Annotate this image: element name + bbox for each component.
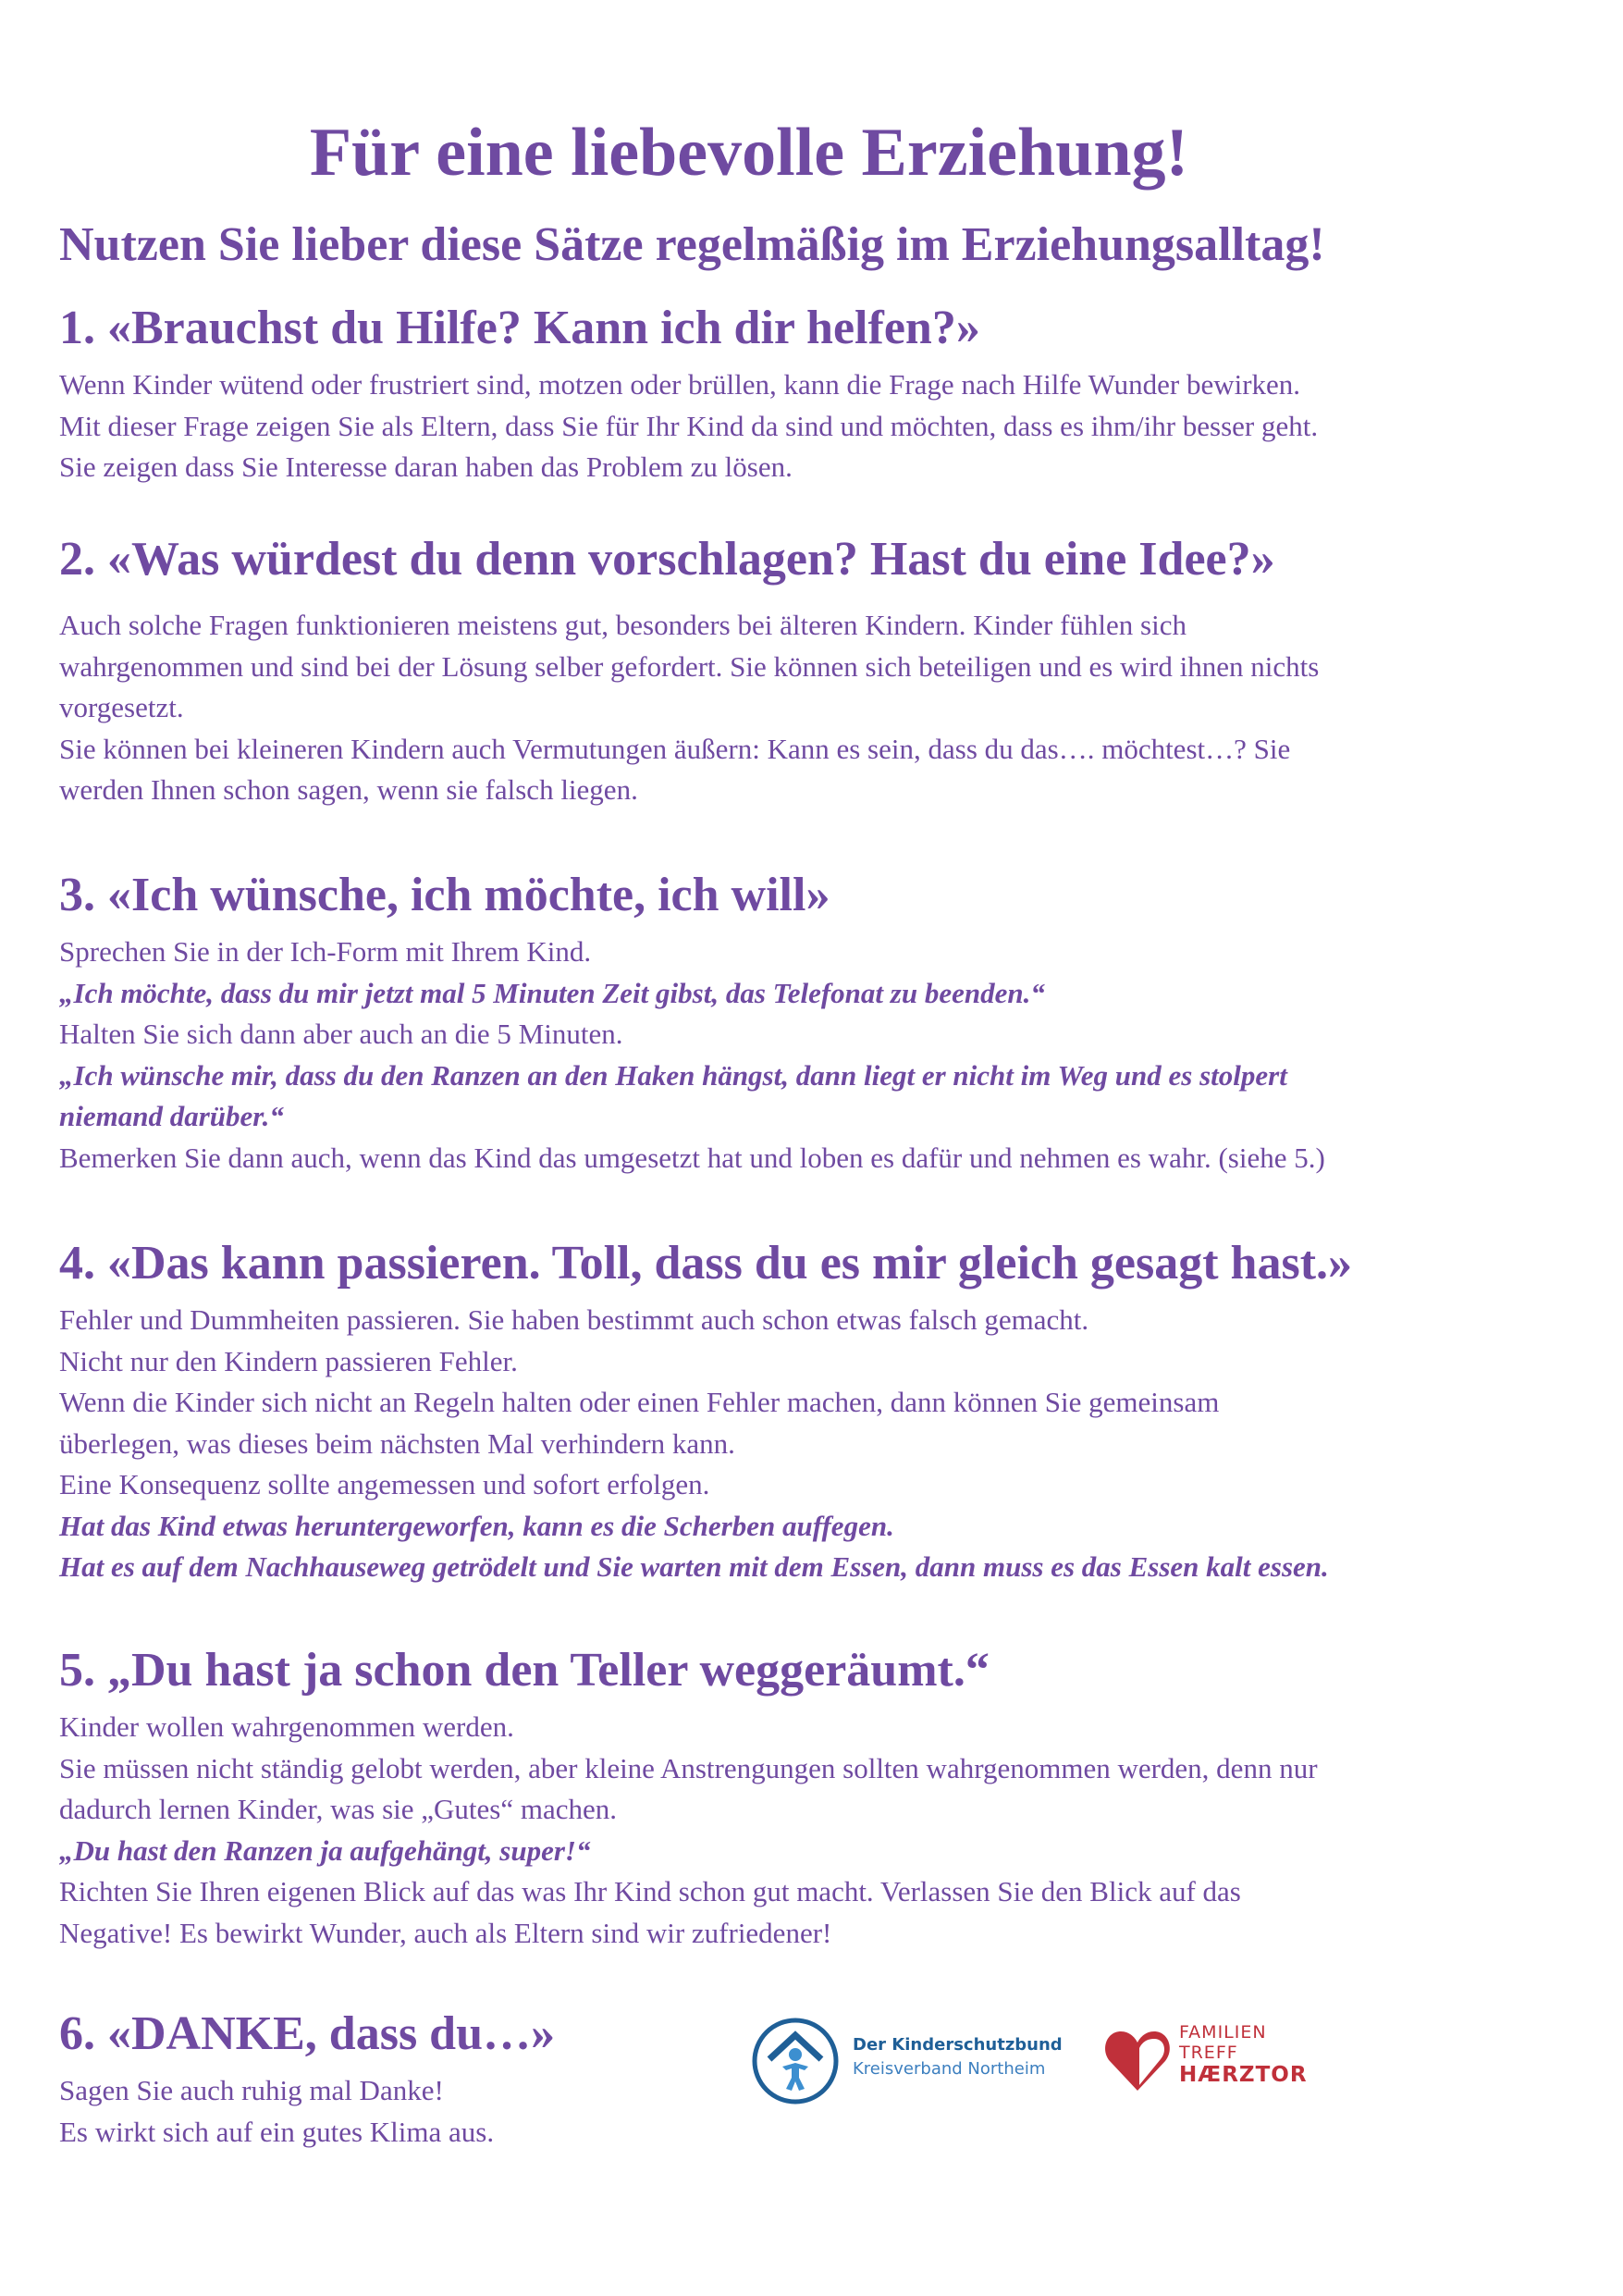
body-line: vorgesetzt. (59, 691, 184, 723)
familientreff-line1: FAMILIEN (1179, 2022, 1267, 2043)
section-heading: 3. «Ich wünsche, ich möchte, ich will» (59, 869, 830, 921)
example-quote: „Ich möchte, dass du mir jetzt mal 5 Minuten Zeit gibst, das Telefonat zu beenden.“ (59, 976, 1045, 1009)
section-1 (59, 298, 1502, 488)
section-heading: 1. «Brauchst du Hilfe? Kann ich dir helfen?» (59, 302, 980, 354)
body-line: Bemerken Sie dann auch, wenn das Kind das umgesetzt hat und loben es dafür und nehmen es wahr. (siehe 5.) (59, 1141, 1325, 1174)
body-line: Wenn Kinder wütend oder frustriert sind, motzen oder brüllen, kann die Frage nach Hilfe Wunder bewirken. (59, 368, 1301, 401)
body-line: Sagen Sie auch ruhig mal Danke! (59, 2074, 444, 2106)
section-2 (59, 529, 1502, 811)
body-line: wahrgenommen und sind bei der Lösung selber gefordert. Sie können sich beteiligen und es wird ihnen nichts (59, 649, 1320, 683)
example-quote: „Ich wünsche mir, dass du den Ranzen an den Haken hängst, dann liegt er nicht im Weg und es stolpert (59, 1058, 1287, 1092)
body-line: Sie zeigen dass Sie Interesse daran haben das Problem zu lösen. (59, 451, 793, 483)
example-quote: niemand darüber.“ (59, 1100, 284, 1132)
example-quote: Hat es auf dem Nachhauseweg getrödelt und Sie warten mit dem Essen, dann muss es das Essen kalt essen. (59, 1550, 1329, 1583)
kinderschutzbund-name: Der Kinderschutzbund (853, 2035, 1063, 2055)
section-5 (59, 1640, 1502, 1954)
kinderschutzbund-region: Kreisverband Northeim (853, 2059, 1046, 2079)
section-6 (59, 2004, 725, 2153)
body-line: Richten Sie Ihren eigenen Blick auf das was Ihr Kind schon gut macht. Verlassen Sie den Blick auf das (59, 1875, 1241, 1907)
body-line: Negative! Es bewirkt Wunder, auch als Eltern sind wir zufriedener! (59, 1916, 832, 1949)
body-line: Auch solche Fragen funktionieren meistens gut, besonders bei älteren Kindern. Kinder fühlen sich (59, 609, 1187, 641)
body-line: Sprechen Sie in der Ich-Form mit Ihrem Kind. (59, 935, 592, 968)
page-subtitle: Nutzen Sie lieber diese Sätze regelmäßig im Erziehungsalltag! (59, 218, 1325, 271)
body-line: Eine Konsequenz sollte angemessen und sofort erfolgen. (59, 1468, 710, 1500)
familientreff-line3: HÆRZTOR (1179, 2063, 1308, 2087)
body-line: dadurch lernen Kinder, was sie „Gutes“ machen. (59, 1793, 618, 1825)
body-line: Halten Sie sich dann aber auch an die 5 Minuten. (59, 1018, 623, 1050)
body-line: Mit dieser Frage zeigen Sie als Eltern, dass Sie für Ihr Kind da sind und möchten, dass es ihm/ihr besser geht. (59, 409, 1319, 442)
body-line: Sie müssen nicht ständig gelobt werden, aber kleine Anstrengungen sollten wahrgenommen werden, denn nur (59, 1751, 1318, 1784)
kinderschutzbund-logo (749, 2007, 1063, 2109)
section-3 (59, 865, 1502, 1179)
kinderschutzbund-emblem-icon (749, 2015, 842, 2107)
partner-logos (749, 2007, 1308, 2118)
page-title: Für eine liebevolle Erziehung! (309, 115, 1189, 191)
body-line: Fehler und Dummheiten passieren. Sie haben bestimmt auch schon etwas falsch gemacht. (59, 1303, 1089, 1336)
example-quote: „Du hast den Ranzen ja aufgehängt, super!“ (59, 1833, 591, 1867)
body-line: Wenn die Kinder sich nicht an Regeln halten oder einen Fehler machen, dann können Sie gemeinsam (59, 1386, 1220, 1418)
body-line: Es wirkt sich auf ein gutes Klima aus. (59, 2115, 495, 2148)
heart-icon (1100, 2024, 1174, 2098)
familientreff-logo (1096, 2007, 1309, 2109)
body-line: Nicht nur den Kindern passieren Fehler. (59, 1344, 518, 1377)
example-quote: Hat das Kind etwas heruntergeworfen, kann es die Scherben auffegen. (59, 1509, 894, 1542)
body-line: überlegen, was dieses beim nächsten Mal verhindern kann. (59, 1426, 735, 1460)
familientreff-line2: TREFF (1179, 2043, 1238, 2063)
body-line: Kinder wollen wahrgenommen werden. (59, 1710, 514, 1743)
body-line: Sie können bei kleineren Kindern auch Vermutungen äußern: Kann es sein, dass du das…. möchtest…? Sie (59, 732, 1291, 765)
section-4 (59, 1233, 1502, 1588)
section-heading: 4. «Das kann passieren. Toll, dass du es mir gleich gesagt hast.» (59, 1237, 1353, 1290)
section-heading: 5. „Du hast ja schon den Teller weggeräumt.“ (59, 1644, 990, 1697)
section-heading: 2. «Was würdest du denn vorschlagen? Hast du eine Idee?» (59, 533, 1275, 586)
body-line: werden Ihnen schon sagen, wenn sie falsch liegen. (59, 773, 638, 806)
section-heading: 6. «DANKE, dass du…» (59, 2007, 556, 2060)
